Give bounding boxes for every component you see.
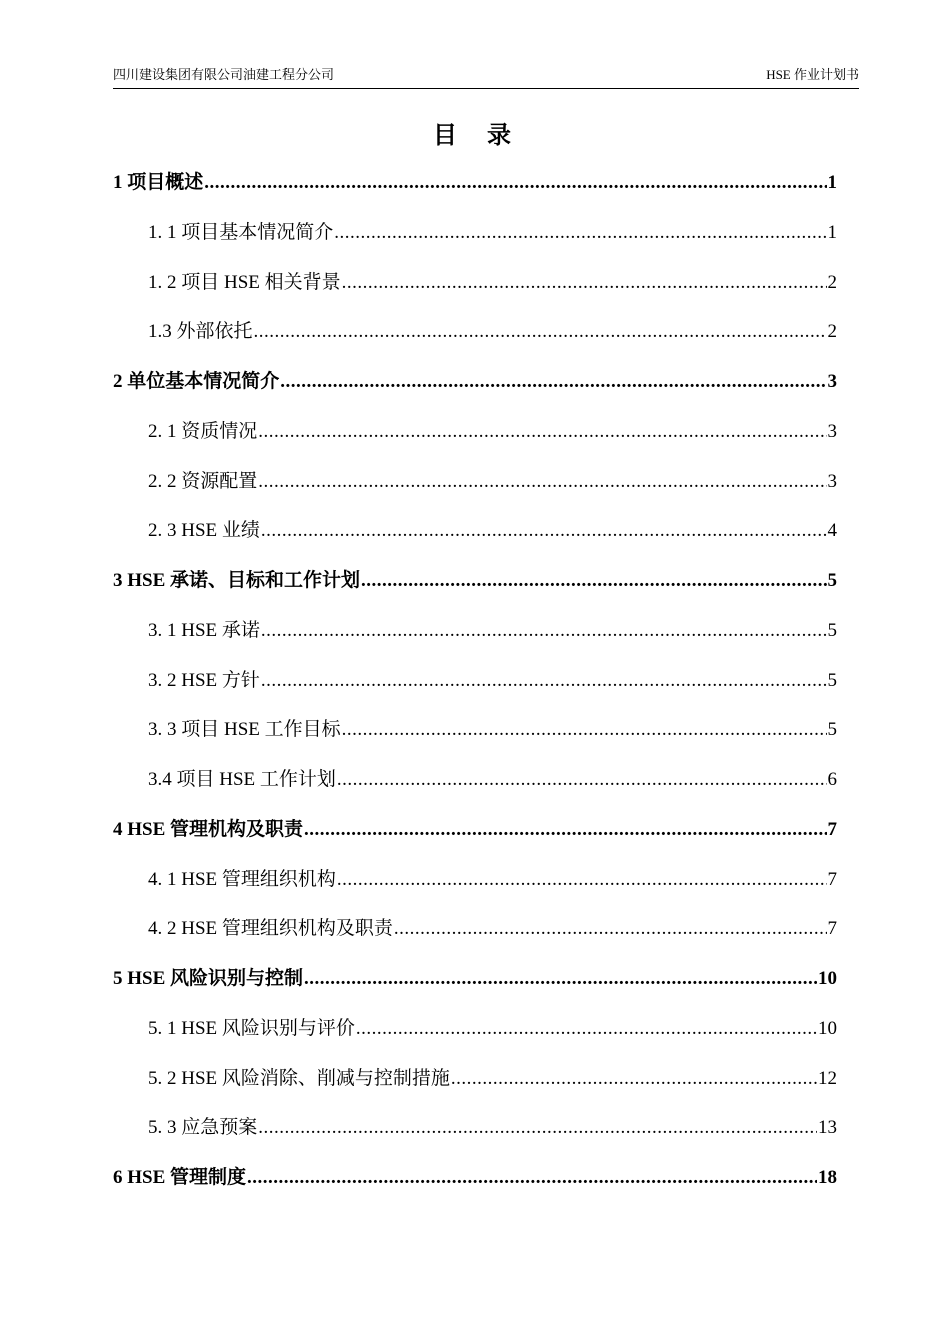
toc-chapter-entry[interactable] [113,1163,837,1213]
toc-entry-label: 4. 1 HSE 管理组织机构 [148,868,336,890]
header-doc-title: HSE 作业计划书 [766,67,859,82]
toc-dot-leader [337,765,827,795]
toc-entry-label: 3. 3 项目 HSE 工作目标 [148,719,341,741]
toc-entry-label: 5. 1 HSE 风险识别与评价 [148,1017,355,1039]
toc-section-entry[interactable] [113,666,837,716]
toc-chapter-entry[interactable] [113,367,837,417]
toc-dot-leader [247,1163,817,1193]
toc-section-entry[interactable] [113,516,837,566]
toc-section-entry[interactable] [113,317,837,367]
toc-entry-page-number: 3 [827,420,837,442]
toc-entry-page-number: 2 [827,271,837,293]
toc-dot-leader [258,417,826,447]
toc-entry-page-number: 3 [827,470,837,492]
toc-entry-label: 3. 2 HSE 方针 [148,669,260,691]
toc-entry-label: 3 HSE 承诺、目标和工作计划 [113,570,361,591]
toc-entry-label: 4. 2 HSE 管理组织机构及职责 [148,918,393,940]
toc-dot-leader [304,815,826,845]
toc-entry-page-number: 7 [827,868,837,890]
toc-section-entry[interactable] [113,715,837,765]
toc-chapter-entry[interactable] [113,815,837,865]
toc-dot-leader [451,1064,817,1094]
toc-chapter-entry[interactable] [113,566,837,616]
toc-chapter-entry[interactable] [113,168,837,218]
toc-entry-page-number: 1 [827,221,837,243]
toc-dot-leader [261,516,827,546]
toc-dot-leader [261,616,827,646]
toc-entry-label: 3.4 项目 HSE 工作计划 [148,769,336,790]
toc-entry-page-number: 1 [827,172,837,193]
toc-dot-leader [258,1113,817,1143]
toc-dot-leader [334,218,826,248]
toc-dot-leader [254,317,827,347]
toc-section-entry[interactable] [113,616,837,666]
table-of-contents [113,168,837,1213]
toc-section-entry[interactable] [113,268,837,318]
toc-section-entry[interactable] [113,865,837,915]
toc-entry-label: 2. 1 资质情况 [148,420,258,442]
toc-entry-page-number: 18 [818,1167,837,1188]
toc-dot-leader [361,566,826,596]
toc-dot-leader [342,715,827,745]
toc-entry-page-number: 3 [827,371,837,392]
toc-section-entry[interactable] [113,1113,837,1163]
toc-section-entry[interactable] [113,1064,837,1114]
toc-entry-label: 6 HSE 管理制度 [113,1167,247,1188]
toc-entry-page-number: 4 [827,520,837,542]
toc-section-entry[interactable] [113,914,837,964]
toc-dot-leader [261,666,827,696]
toc-section-entry[interactable] [113,467,837,517]
toc-section-entry[interactable] [113,765,837,815]
toc-entry-label: 3. 1 HSE 承诺 [148,619,260,641]
toc-entry-label: 5. 2 HSE 风险消除、削减与控制措施 [148,1067,450,1089]
toc-dot-leader [204,168,826,198]
page-header [113,66,859,89]
header-company: 四川建设集团有限公司油建工程分公司 [113,67,335,82]
toc-entry-page-number: 5 [827,619,837,641]
toc-entry-page-number: 12 [818,1067,837,1089]
toc-entry-page-number: 5 [827,570,837,591]
toc-entry-label: 1. 1 项目基本情况简介 [148,221,334,243]
toc-entry-page-number: 2 [827,321,837,343]
toc-entry-page-number: 10 [818,968,837,989]
toc-entry-page-number: 13 [818,1117,837,1139]
toc-entry-page-number: 5 [827,669,837,691]
toc-section-entry[interactable] [113,417,837,467]
toc-entry-label: 1 项目概述 [113,172,204,193]
toc-entry-page-number: 7 [827,918,837,940]
toc-title: 目录 [433,123,541,149]
toc-dot-leader [304,964,817,994]
toc-entry-page-number: 6 [827,769,837,790]
toc-chapter-entry[interactable] [113,964,837,1014]
toc-entry-label: 1.3 外部依托 [148,321,253,343]
toc-entry-label: 5 HSE 风险识别与控制 [113,968,304,989]
toc-entry-page-number: 10 [818,1017,837,1039]
toc-entry-label: 2 单位基本情况简介 [113,371,280,392]
toc-dot-leader [356,1014,817,1044]
toc-entry-page-number: 7 [827,818,837,840]
toc-section-entry[interactable] [113,1014,837,1064]
toc-dot-leader [280,367,826,397]
toc-entry-label: 5. 3 应急预案 [148,1117,258,1139]
toc-dot-leader [258,467,826,497]
toc-entry-label: 1. 2 项目 HSE 相关背景 [148,271,341,293]
toc-entry-label: 2. 3 HSE 业绩 [148,520,260,542]
toc-dot-leader [342,268,827,298]
toc-entry-label: 2. 2 资源配置 [148,470,258,492]
toc-entry-label: 4 HSE 管理机构及职责 [113,818,304,840]
toc-dot-leader [337,865,827,895]
toc-entry-page-number: 5 [827,719,837,741]
toc-section-entry[interactable] [113,218,837,268]
toc-dot-leader [394,914,827,944]
